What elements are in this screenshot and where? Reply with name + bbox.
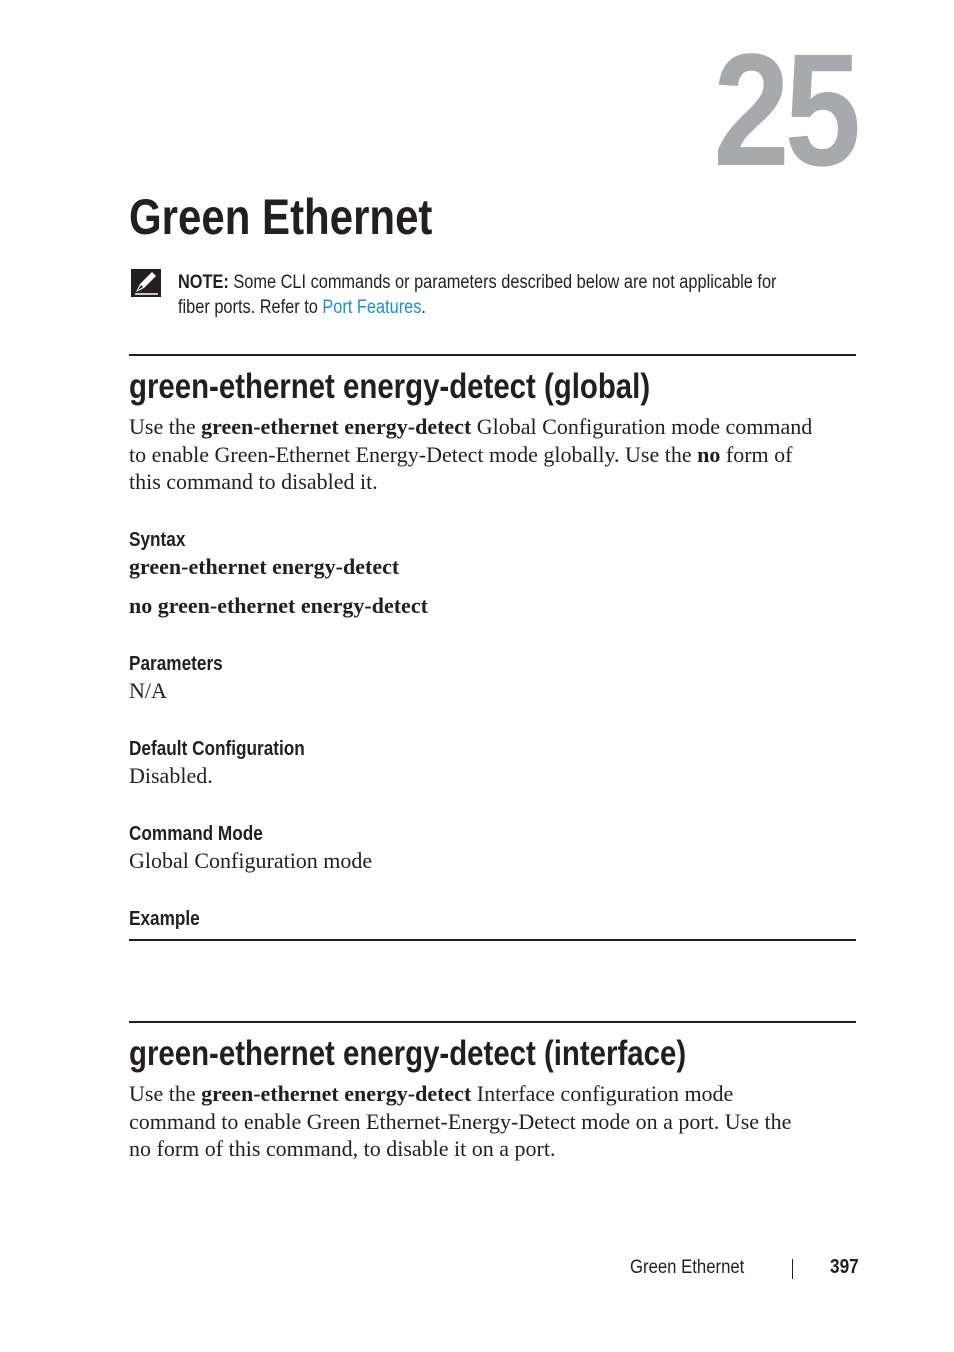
note-text-suffix: . — [421, 297, 426, 318]
example-rule — [129, 939, 856, 941]
note-text-prefix: fiber ports. Refer to — [178, 297, 323, 318]
command-name: green-ethernet energy-detect — [201, 414, 472, 439]
text-run: form of — [720, 441, 793, 467]
default-config-value: Disabled. — [129, 763, 213, 788]
note-text-line-2 — [178, 298, 426, 317]
note-pencil-icon — [131, 269, 161, 297]
command-mode-value: Global Configuration mode — [129, 848, 373, 873]
footer-divider — [792, 1259, 793, 1279]
command-name: green-ethernet energy-detect — [201, 1081, 472, 1106]
description-line: this command to disabled it. — [129, 469, 378, 494]
keyword-no: no — [697, 441, 721, 467]
description-line — [129, 413, 859, 441]
note-text-line-1 — [178, 273, 777, 292]
parameters-label: Parameters — [129, 653, 223, 675]
description-interface — [129, 1080, 859, 1163]
chapter-number: 25 — [713, 20, 856, 199]
section-rule-interface — [129, 1021, 856, 1023]
description-line: command to enable Green Ethernet-Energy-Detect mode on a port. Use the — [129, 1108, 792, 1134]
port-features-link[interactable]: Port Features — [322, 297, 422, 318]
parameters-value: N/A — [129, 678, 167, 703]
section-heading-interface: green-ethernet energy-detect (interface) — [129, 1034, 687, 1073]
description-line: no form of this command, to disable it on a port. — [129, 1136, 556, 1161]
description-line — [129, 1080, 859, 1108]
footer-page-number: 397 — [830, 1256, 859, 1278]
syntax-label: Syntax — [129, 529, 186, 551]
text-run: Use the — [129, 1081, 202, 1106]
note-label: NOTE: — [178, 272, 229, 293]
example-label: Example — [129, 908, 200, 930]
text-run: Global Configuration mode command — [471, 414, 813, 439]
default-config-label: Default Configuration — [129, 738, 305, 760]
syntax-command-2: no green-ethernet energy-detect — [129, 593, 428, 618]
chapter-title: Green Ethernet — [129, 189, 433, 245]
note-text: Some CLI commands or parameters described below are not applicable for — [233, 272, 777, 293]
text-run: to enable Green-Ethernet Energy-Detect mode globally. Use the — [129, 441, 698, 467]
syntax-command-1: green-ethernet energy-detect — [129, 554, 400, 579]
description-global — [129, 413, 859, 496]
footer-chapter-label: Green Ethernet — [630, 1257, 745, 1278]
text-run: Interface configuration mode — [471, 1081, 734, 1106]
section-rule-top — [129, 354, 856, 356]
section-heading-global: green-ethernet energy-detect (global) — [129, 367, 651, 406]
description-line — [129, 441, 859, 469]
command-mode-label: Command Mode — [129, 823, 263, 845]
text-run: Use the — [129, 414, 202, 439]
